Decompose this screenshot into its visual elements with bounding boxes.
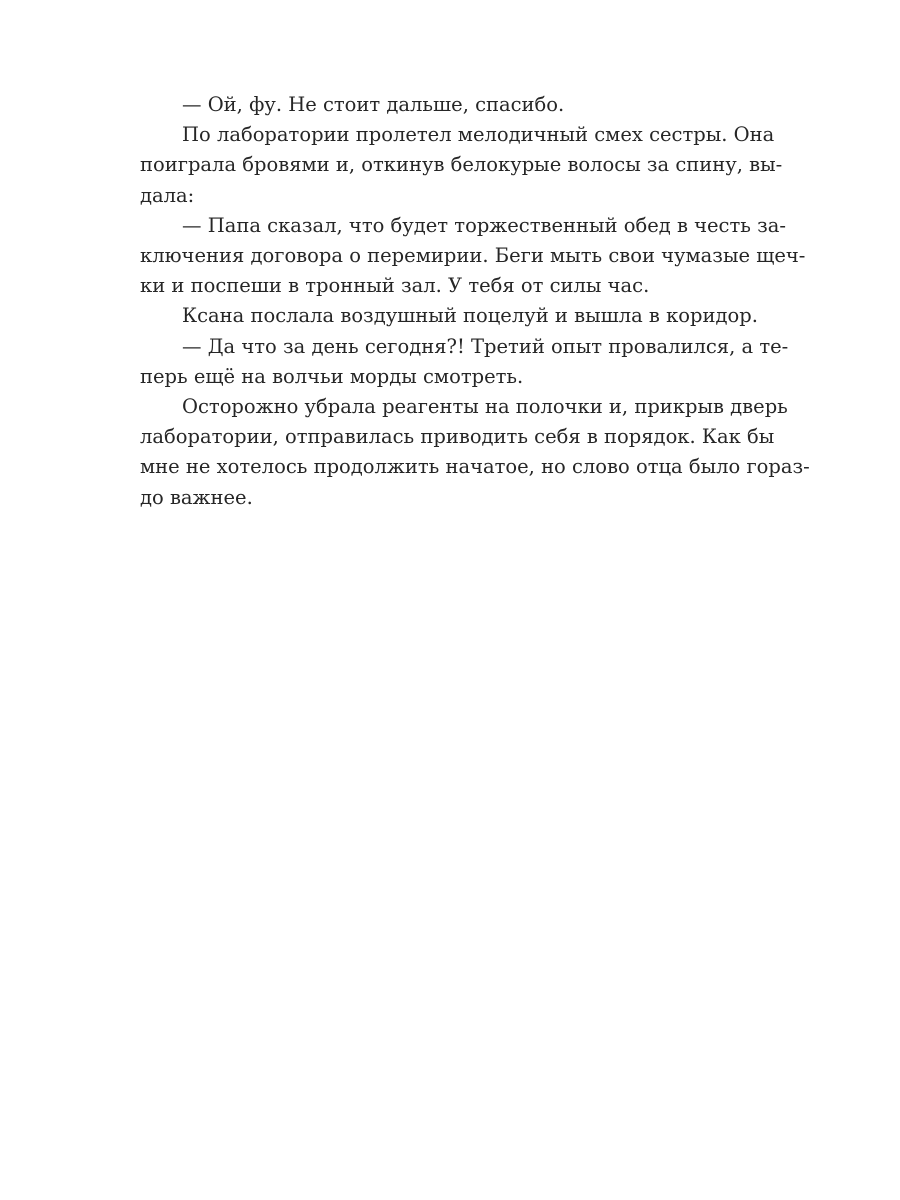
text-line: дала: bbox=[140, 183, 195, 207]
text-line: Ксана послала воздушный поцелуй и вышла в коридор. bbox=[182, 304, 758, 328]
text-line: — Да что за день сегодня?! Третий опыт провалился, а те- bbox=[182, 334, 789, 358]
text-line: мне не хотелось продолжить начатое, но слово отца было горaз- bbox=[140, 455, 810, 479]
text-line: перь ещё на волчьи морды смотреть. bbox=[140, 364, 524, 388]
text-line: — Папа сказал, что будет торжественный обед в честь за- bbox=[182, 213, 786, 237]
text-line: поиграла бровями и, откинув белокурые волосы за спину, вы- bbox=[140, 153, 783, 177]
text-line: По лаборатории пролетел мелодичный смех сестры. Она bbox=[182, 123, 775, 147]
body-text bbox=[140, 90, 810, 513]
text-line: лаборатории, отправилась приводить себя в порядок. Как бы bbox=[140, 425, 775, 449]
text-line: Осторожно убрала реагенты на полочки и, прикрыв дверь bbox=[182, 395, 788, 419]
text-line: ки и поспеши в тронный зал. У тебя от силы час. bbox=[140, 274, 650, 298]
text-line: до важнее. bbox=[140, 485, 253, 509]
text-line: — Ой, фу. Не стоит дальше, спасибо. bbox=[182, 93, 565, 116]
text-line: ключения договора о перемирии. Беги мыть свои чумазые щеч- bbox=[140, 244, 806, 268]
